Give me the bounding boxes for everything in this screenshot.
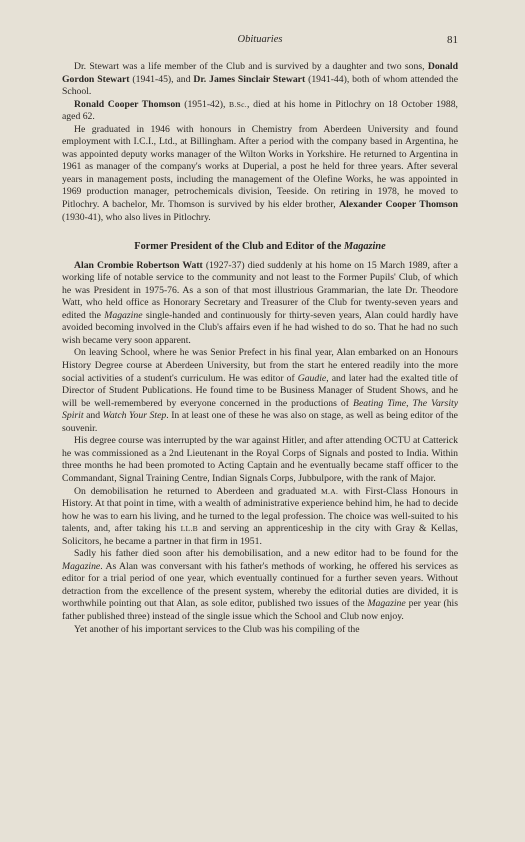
paragraph-watt-law: On demobilisation he returned to Aberdeen and graduated M.A. with First-Class Honours in History. At that point in time, with a wealth of administrative experience behind him, he had to decide how he was to earn his living, and he turned to the legal profession. The choice was well-suited to his talents, and, after taking his LL.B and serving an apprenticeship in the city with Gray & Kellas, Solicitors, he became a partner in that firm in 1951. <box>62 485 458 547</box>
running-head <box>62 34 458 50</box>
name-ronald-cooper-thomson: Ronald Cooper Thomson <box>74 98 181 110</box>
paragraph-thomson-intro: Ronald Cooper Thomson (1951-42), B.Sc., died at his home in Pitlochry on 18 October 1988, aged 62. <box>62 98 458 123</box>
paragraph-watt-university: On leaving School, where he was Senior Prefect in his final year, Alan embarked on an Honours History Degree course at Aberdeen University, but from the start he entered readily into the more social activities of a student's curriculum. He was editor of Gaudie, and later had the exalted title of Director of Student Publications. He found time to be Business Manager of Student Shows, and he will be well-remembered by everyone concerned in the productions of Beating Time, The Varsity Spirit and Watch Your Step. In at least one of these he was also on stage, as well as being editor of the souvenir. <box>62 347 459 434</box>
body-text <box>62 61 458 636</box>
name-alexander-cooper-thomson: Alexander Cooper Thomson <box>339 199 459 211</box>
name-donald-gordon-stewart: Donald Gordon Stewart <box>62 61 458 85</box>
section-heading: Former President of the Club and Editor of the Magazine <box>134 241 386 253</box>
paragraph-watt-war: His degree course was interrupted by the war against Hitler, and after attending OCTU at Catterick he was commissioned as a 2nd Lieutenant in the Royal Corps of Signals and posted to India. Within three months he had been promoted to Acting Captain and he eventually became staff officer to the Commandant, Signal Training Centre, Indian Signals Corps, Jubbulpore, with the rank of Major. <box>62 435 458 484</box>
page-number: 81 <box>447 34 458 46</box>
paragraph-stewart-survivors: Dr. Stewart was a life member of the Club and is survived by a daughter and two sons, Donald Gordon Stewart (1941-45), and Dr. James Sinclair Stewart (1941-44), both of whom attended the School. <box>62 61 458 98</box>
name-james-sinclair-stewart: Dr. James Sinclair Stewart <box>193 73 306 85</box>
paragraph-thomson-career: He graduated in 1946 with honours in Chemistry from Aberdeen University and found employment with I.C.I., Ltd., at Billingham. After a period with the company based in Argentina, he was appointed deputy works manager of the Wilton Works in Yorkshire. He returned to Argentina in 1961 as manager of the company's works at Duperial, a post he held for three years. After several years in management posts, including the management of the Olefine Works, he was appointed in 1969 production manager, petrochemicals division, Teeside. On retiring in 1978, he moved to Pitlochry. A bachelor, Mr. Thomson is survived by his elder brother, Alexander Cooper Thomson (1930-41), who also lives in Pitlochry. <box>62 123 459 223</box>
paragraph-watt-intro: Alan Crombie Robertson Watt (1927-37) died suddenly at his home on 15 March 1989, after a working life of notable service to the community and not least to the Former Pupils' Club, of which he was President in 1975-76. As a son of that most illustrious Grammarian, the late Dr. Theodore Watt, who held office as Honorary Secretary and Treasurer of the Club for twenty-seven years and edited the Magazine single-handed and continuously for thirty-seven years, Alan could hardly have avoided becoming involved in the Club's affairs even if he had wished to do so. That he had no such wish became very soon apparent. <box>62 259 458 346</box>
running-title: Obituaries <box>237 34 283 45</box>
name-alan-crombie-robertson-watt: Alan Crombie Robertson Watt <box>74 259 203 271</box>
paragraph-watt-editor: Sadly his father died soon after his demobilisation, and a new editor had to be found for the Magazine. As Alan was conversant with his father's methods of working, he offered his services as editor for a trial period of one year, which eventually continued for a further seven years. Without detraction from the excellence of the present system, whereby the editorial duties are divided, it is worthwhile pointing out that Alan, as sole editor, published two issues of the Magazine per year (his father published three) instead of the single issue which the School and Club now enjoy. <box>62 548 458 622</box>
paragraph-watt-services: Yet another of his important services to the Club was his compiling of the <box>74 623 360 635</box>
